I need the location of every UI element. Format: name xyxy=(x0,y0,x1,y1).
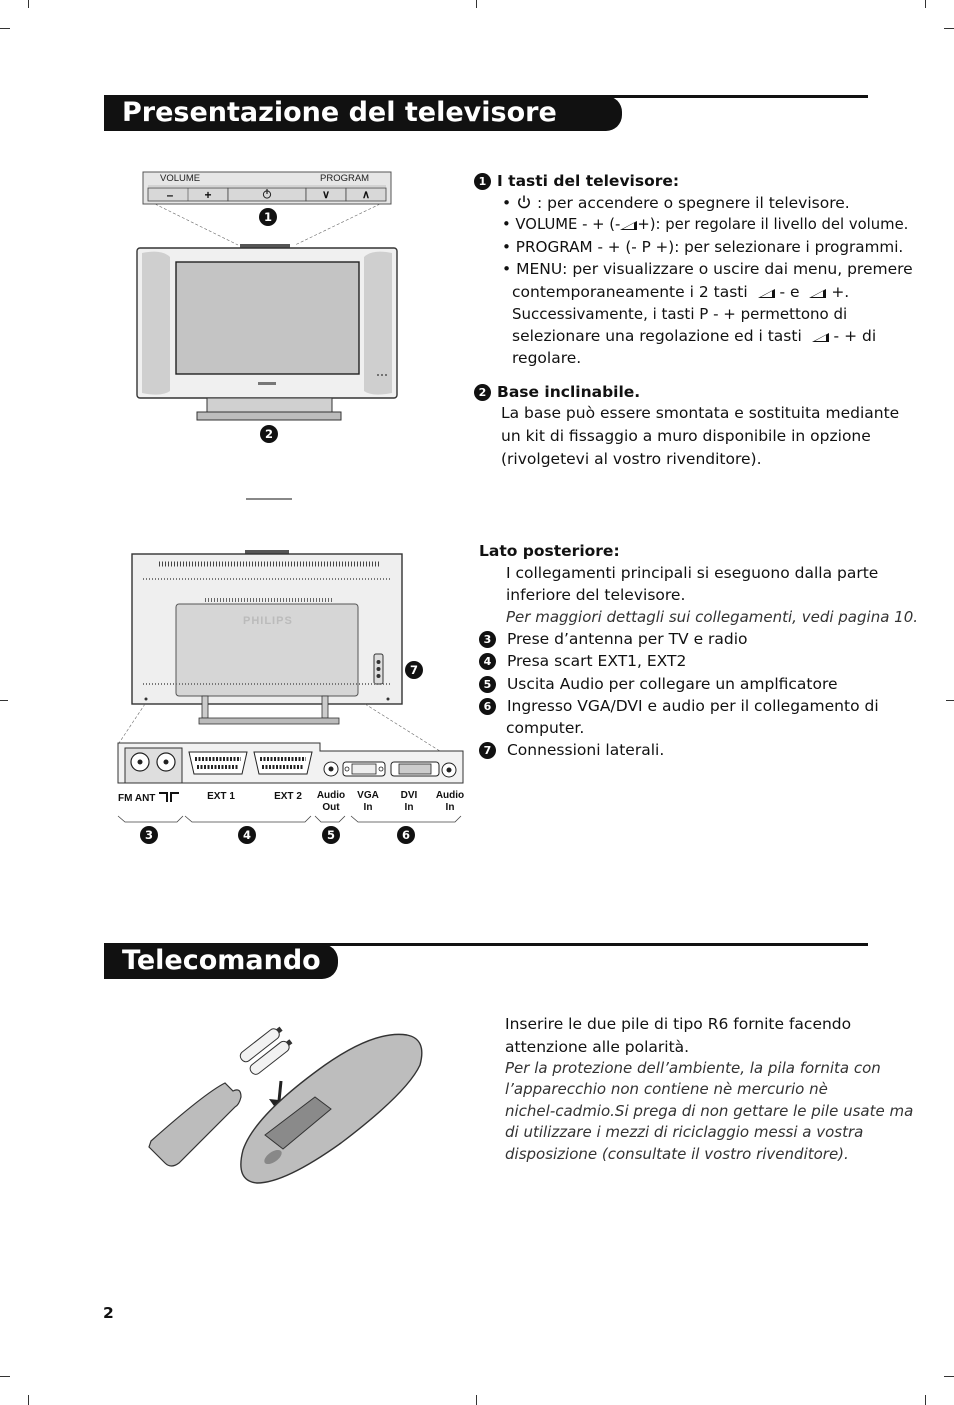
remote-note: Per la protezione dell’ambiente, la pila fornita con xyxy=(505,1059,881,1077)
crop-mark xyxy=(28,1395,29,1405)
marker-1: 1 xyxy=(259,208,277,226)
rear-item-6-cont: computer. xyxy=(506,719,585,737)
base-line: (rivolgetevi al vostro rivenditore). xyxy=(501,450,762,468)
remote-note: disposizione (consultate il vostro rivenditore). xyxy=(505,1145,849,1163)
section-title: Presentazione del televisore LCD xyxy=(104,96,622,131)
crop-mark xyxy=(476,0,477,8)
audio-out-label: Audio Out xyxy=(316,790,346,813)
crop-mark xyxy=(476,1395,477,1405)
tv-logo: PHILIPS xyxy=(243,615,293,627)
keys-menu-line4: selezionare una regolazione ed i tasti - + di xyxy=(512,327,877,345)
crop-mark xyxy=(0,28,10,29)
rear-item-4: 4 Presa scart EXT1, EXT2 xyxy=(479,650,686,672)
crop-mark xyxy=(0,700,8,701)
marker-6: 6 xyxy=(397,826,415,844)
volume-icon xyxy=(809,289,826,298)
rear-line: I collegamenti principali si eseguono dalla parte xyxy=(506,564,879,582)
program-down-key: ∨ xyxy=(321,189,331,201)
volume-plus-key: + xyxy=(204,188,212,202)
crop-mark xyxy=(944,1376,954,1377)
rear-item-5: 5 Uscita Audio per collegare un amplficatore xyxy=(479,673,838,695)
marker-5: 5 xyxy=(322,826,340,844)
crop-mark xyxy=(0,1376,10,1377)
remote-battery-diagram xyxy=(145,1025,430,1195)
antenna-icon xyxy=(158,791,180,803)
program-up-key: ∧ xyxy=(361,189,371,201)
marker-7: 7 xyxy=(405,661,423,679)
volume-icon xyxy=(812,333,829,342)
keys-bullet-program: • PROGRAM - + (- P +): per selezionare i programmi. xyxy=(502,238,904,256)
dvi-in-label: DVI In xyxy=(400,790,418,813)
rear-item-3: 3 Prese d’antenna per TV e radio xyxy=(479,628,748,650)
fm-ant-label: FM ANT xyxy=(118,791,180,805)
crop-mark xyxy=(28,0,29,8)
tv-rear-diagram xyxy=(115,548,467,828)
remote-note: nichel-cadmio.Si prega di non gettare le pile usate ma xyxy=(505,1102,914,1120)
crop-mark xyxy=(946,700,954,701)
page-number: 2 xyxy=(103,1304,114,1322)
section-title: Telecomando xyxy=(104,944,338,979)
keys-menu-line5: regolare. xyxy=(512,349,582,367)
remote-note: l’apparecchio non contiene nè mercurio nè xyxy=(505,1080,828,1098)
keys-bullet-power: • : per accendere o spegnere il televisore. xyxy=(502,194,850,212)
keys-bullet-menu: • MENU: per visualizzare o uscire dai menu, premere xyxy=(502,260,913,278)
base-line: La base può essere smontata e sostituita mediante xyxy=(501,404,900,422)
keys-heading: 1 I tasti del televisore: xyxy=(474,170,679,192)
program-label: PROGRAM xyxy=(320,173,370,184)
rear-item-7: 7 Connessioni laterali. xyxy=(479,739,664,761)
rear-heading: Lato posteriore: xyxy=(479,542,620,560)
keys-menu-line3: Successivamente, i tasti P - + permettono di xyxy=(512,305,848,323)
volume-icon xyxy=(620,221,637,230)
remote-line: attenzione alle polarità. xyxy=(505,1038,690,1056)
crop-mark xyxy=(925,1395,926,1405)
remote-line: Inserire le due pile di tipo R6 fornite facendo xyxy=(505,1015,852,1033)
keys-menu-line2: contemporaneamente i 2 tasti - e +. xyxy=(512,283,850,301)
volume-label: VOLUME xyxy=(160,173,201,184)
remote-note: di utilizzare i mezzi di riciclaggio messi a vostra xyxy=(505,1123,864,1141)
base-heading: 2 Base inclinabile. xyxy=(474,381,640,403)
marker-3: 3 xyxy=(140,826,158,844)
vga-in-label: VGA In xyxy=(357,790,379,813)
volume-icon xyxy=(758,289,775,298)
crop-mark xyxy=(944,28,954,29)
marker-4: 4 xyxy=(238,826,256,844)
marker-2: 2 xyxy=(260,425,278,443)
ext2-label: EXT 2 xyxy=(274,791,302,802)
base-line: un kit di fissaggio a muro disponibile in opzione xyxy=(501,427,871,445)
rear-note: Per maggiori dettagli sui collegamenti, vedi pagina 10. xyxy=(506,608,919,626)
rear-item-6: 6 Ingresso VGA/DVI e audio per il collegamento di xyxy=(479,695,879,717)
rear-line: inferiore del televisore. xyxy=(506,586,686,604)
ext1-label: EXT 1 xyxy=(207,791,235,802)
volume-minus-key: – xyxy=(166,188,174,202)
crop-mark xyxy=(925,0,926,8)
keys-bullet-volume: • VOLUME - + (- +): per regolare il livello del volume. xyxy=(502,216,909,233)
audio-in-label: Audio In xyxy=(435,790,465,813)
power-icon xyxy=(516,194,532,210)
